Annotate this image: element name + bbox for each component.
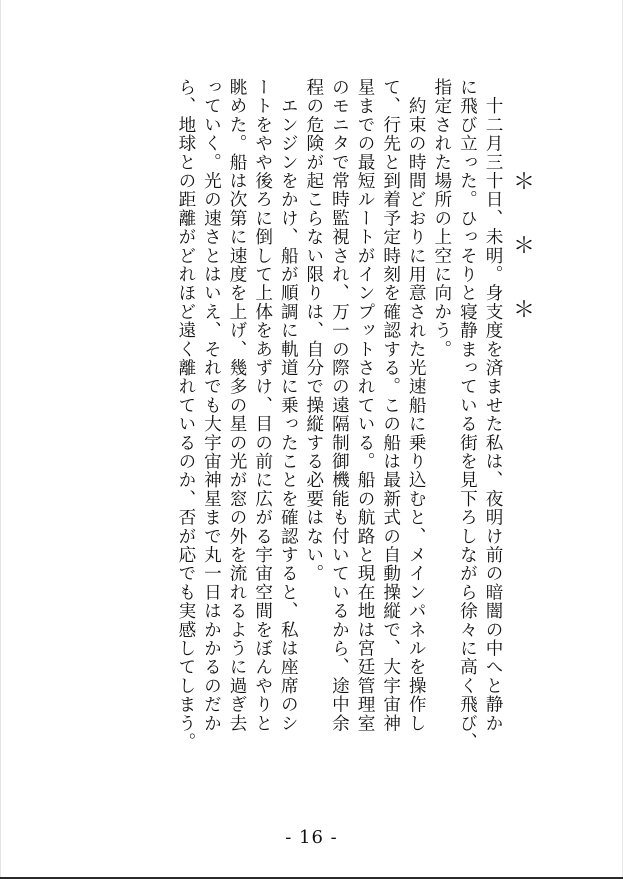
text-line: 約束の時間どおりに用意された光速船に乗り込むと、メインパネルを操作し <box>406 78 427 733</box>
text-line: エンジンをかけ、船が順調に軌道に乗ったことを確認すると、私は座席のシ <box>278 78 299 733</box>
text-line: ら、地球との距離がどれほど遠く離れているのか、否が応でも実感してしまう。 <box>175 78 196 752</box>
text-line: ートをやや後ろに倒して上体をあずけ、目の前に広がる宇宙空間をぼんやりと <box>252 78 273 733</box>
text-line: て、行先と到着予定時刻を確認する。この船は最新式の自動操縦で、大宇宙神 <box>380 78 401 733</box>
text-line: っていく。光の速さとはいえ、それでも大宇宙神星まで丸一日はかかるのだか <box>201 78 222 733</box>
text-line: 程の危険が起こらない限りは、自分で操縦する必要はない。 <box>303 78 324 583</box>
vertical-text-body <box>172 78 505 803</box>
section-separator <box>512 172 536 322</box>
page-edge-left <box>0 0 1 879</box>
separator-asterisk: ＊ <box>512 234 535 259</box>
separator-asterisk: ＊ <box>512 170 535 195</box>
text-line: 十二月三十日、未明。身支度を済ませた私は、夜明け前の暗闇の中へと静か <box>483 78 503 733</box>
text-line: 指定された場所の上空に向かう。 <box>431 78 452 359</box>
text-line: に飛び立った。ひっそりと寝静まっている街を見下ろしながら徐々に高く飛び、 <box>457 78 478 752</box>
text-line: 眺めた。船は次第に速度を上げ、幾多の星の光が窓の外を流れるように過ぎ去 <box>227 78 248 733</box>
text-line: 星までの最短ルートがインプットされている。船の航路と現在地は宮廷管理室 <box>355 78 376 733</box>
separator-asterisk: ＊ <box>512 298 535 323</box>
page-number: - 16 - <box>285 827 338 848</box>
text-line: のモニタで常時監視され、万一の際の遠隔制御機能も付いているから、途中余 <box>329 78 350 733</box>
